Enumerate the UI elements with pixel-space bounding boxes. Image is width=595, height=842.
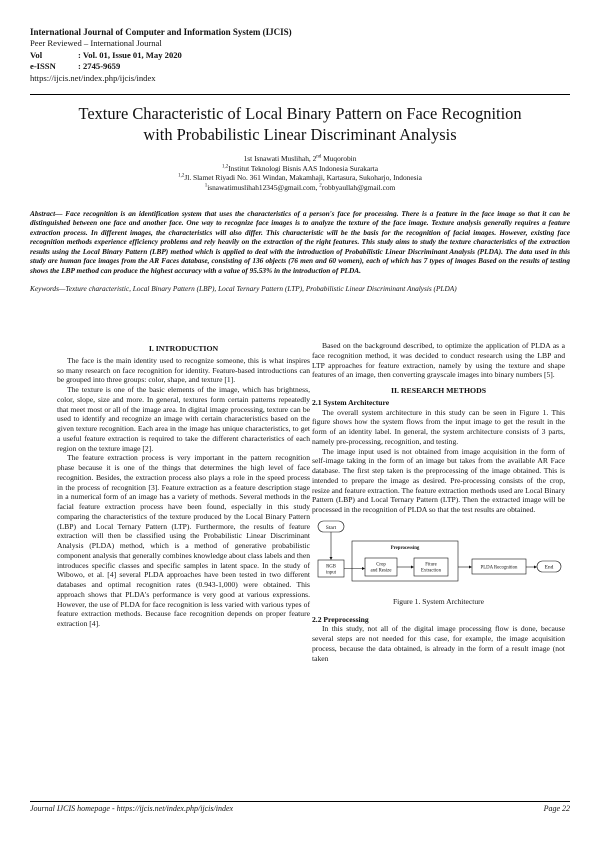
journal-header — [30, 27, 570, 84]
crop-label-2: and Resize — [370, 568, 392, 574]
footer-rule — [30, 801, 570, 802]
affiliation-1 — [30, 164, 570, 174]
feature-label-1: Fiture — [425, 562, 437, 568]
section-1-heading: I. INTRODUCTION — [148, 344, 219, 353]
arrow-plda-end-head — [534, 565, 537, 568]
email-1-sup: 1 — [204, 183, 208, 189]
affiliation-1-text: Institut Teknologi Bisnis AAS Indonesia Surakarta — [228, 163, 379, 173]
subsection-2-2-heading: 2.2 Preprocessing — [312, 614, 369, 624]
issn-line — [30, 61, 570, 72]
start-arrow-head — [330, 557, 333, 560]
subsection-2-1-heading: 2.1 System Architecture — [312, 397, 390, 407]
affiliation-1-sup: 1,2 — [221, 164, 229, 170]
affiliation-2-sup: 1,2 — [178, 173, 185, 179]
volume-line — [30, 50, 570, 61]
end-label: End — [544, 564, 554, 571]
diagram-svg — [312, 519, 565, 597]
affiliation-2-text: Jl. Slamet Riyadi No. 361 Windan, Makamhaji, Kartasura, Sukoharjo, Indonesia — [184, 173, 422, 183]
issn-value: : 2745-9659 — [78, 61, 121, 72]
rgb-label-1: RGB — [326, 564, 336, 570]
intro-paragraph-3: The feature extraction process is very important in the pattern recognition phase because it is one of the things that determines the high level of face recognition. Besides, the extraction process also plays a role in the speed process in the process of recognition [3]. Feature extraction as a feature description stage in a numerical form of an image has a variety of methods. Several methods in the facial feature extraction process have been found, especially in this study comparing the characteristics of the texture produced by the Local Binary Pattern (LBP) and Local Ternary Pattern (LTP). Furthermore, the results of feature extraction will then be classified using the Probabilistic Linear Discriminant Analysis (PLDA) method, which is a method of generative probabilistic component analysis that generally combines knowledge about class labels and then introduces specific classes and specific samples in latent space. In the study of Wibowo, et al. [4] several PLDA approaches have been tested in two different databases and optimal recognition rates (0.943-1,000) were obtained. This approach shows that PLDA's performance is very good at various expressions. However, the use of PLDA for face recognition is less varied with various types of feature extraction methods. Because face recognition depends on proper feature extraction [4]. — [57, 453, 310, 628]
page-footer — [30, 804, 570, 813]
title-line-1: Texture Characteristic of Local Binary Pattern on Face Recognition — [78, 104, 522, 123]
author-block — [30, 154, 570, 192]
rgb-label-2: input — [326, 570, 336, 576]
section-2-heading: II. RESEARCH METHODS — [390, 386, 487, 395]
author1-name: Isnawati Muslihah, 2 — [252, 154, 317, 163]
start-label: Start — [325, 524, 337, 531]
preprocessing-paragraph: In this study, not all of the digital image processing flow is done, because several steps are not needed for this case, for example, the image acquisition process, because the data obtained, is already in the form of a result image (not taken — [312, 624, 565, 663]
system-architecture-diagram — [312, 519, 565, 597]
footer-homepage[interactable]: Journal IJCIS homepage - https://ijcis.net/index.php/ijcis/index — [30, 804, 234, 813]
right-column — [312, 341, 565, 663]
journal-name: International Journal of Computer and Information System (IJCIS) — [30, 27, 292, 37]
author1-ordinal: 1st — [243, 154, 253, 163]
volume-label: Vol — [30, 49, 43, 60]
affiliation-2 — [30, 173, 570, 183]
methods-paragraph-1: The overall system architecture in this study can be seen in Figure 1. This figure shows how the system flows from the input image to get the result in the form of an identity label. In general, the system architecture consists of 3 parts, namely pre-processing, recognition, and testing. — [312, 407, 565, 446]
email-2[interactable]: robbyaullah@gmail.com — [321, 182, 396, 192]
author-emails — [30, 183, 570, 193]
author-names — [30, 154, 570, 164]
abstract: Abstract— Face recognition is an identification system that uses the characteristics of a person's face for processing. There is a feature in the face image so that it can be distinguished between one face and another face. One way to recognize face images is to analyze the texture of the face image. Texture analysis generally requires a feature extraction process. In different images, the characteristics will also differ. This characteristic will be the basis for the recognition of facial images. However, existing face recognition methods experience efficiency problems and rely heavily on the extraction of the right features. This study aims to study the texture characteristics of the extraction results using the Local Binary Pattern (LBP) method which is applied to deal with the introduction of Probabilistic Linear Discriminant Analysis (PLDA). The data used in this study are human face images from the AR Faces database, consisting of 136 objects (76 men and 60 women), each of which has 7 types of images Based on the results of testing shows the LBP method can produce the highest accuracy with a value of 95.53% in the introduction of PLDA. — [30, 209, 570, 275]
title-line-2: with Probabilistic Linear Discriminant Analysis — [143, 125, 457, 144]
volume-value: : Vol. 01, Issue 01, May 2020 — [78, 49, 182, 60]
paper-title — [30, 103, 570, 145]
feature-label-2: Extraction — [421, 568, 441, 574]
email-2-sup: 2 — [319, 183, 322, 189]
figure-1-caption: Figure 1. System Architecture — [392, 596, 485, 606]
preprocessing-label: Preprocessing — [390, 545, 420, 551]
arrow-rgb-crop-head — [362, 567, 365, 570]
left-column — [57, 341, 310, 629]
header-rule — [30, 94, 570, 95]
methods-paragraph-2: The image input used is not obtained from image acquisition in the form of self-image taking in the form of an image but takes from the available AR Face database. The first step taken is the preprocessing of the image obtained. This is intended to prepare the image as desired. Pre-processing consists of the crop, resize and feature extraction. The feature extraction methods used are Local Binary Pattern (LBP) and Local Ternary Pattern (LTP). Then the extracted image will be processed in the recognition of PLDA so that the test results are obtained. — [312, 446, 565, 514]
author2-ordinal-suffix: nd — [316, 154, 322, 160]
keywords: Keywords—Texture characteristic, Local Binary Pattern (LBP), Local Ternary Pattern (LTP), Probabilistic Linear Discriminant Analysis (PLDA) — [30, 284, 457, 293]
intro-paragraph-2: The texture is one of the basic elements of the image, which has brightness, color, slope, size and more. In general, textures form certain patterns repeatedly that meet most or all of the image area. In digital image processing, texture can be used to identify and recognize an image with certain characteristics based on the given texture recognition. Each area in the image has unique characteristics, to get a useful feature extraction is required to take the different characteristics of each region on the texture image [2]. — [57, 385, 310, 453]
journal-url[interactable]: https://ijcis.net/index.php/ijcis/index — [30, 72, 156, 83]
arrow-feature-plda-head — [469, 565, 472, 568]
plda-label: PLDA Recognition — [480, 565, 518, 571]
email-1[interactable]: isnawatimuslihah12345@gmail.com, — [207, 182, 320, 192]
intro-paragraph-4: Based on the background described, to optimize the application of PLDA as a face recognition method, it was decided to conduct research using the LBP and LTP approaches for feature extraction, namely by using the texture and shape features of an image, then converting grayscale images into binary numbers [5]. — [312, 341, 565, 380]
arrow-crop-feature-head — [411, 565, 414, 568]
crop-label-1: Crop — [376, 562, 386, 568]
page-number: Page 22 — [543, 804, 570, 813]
intro-paragraph-1: The face is the main identity used to recognize someone, this is what inspires so many research on face recognition for identity. Feature-based introductions can be grouped into three groups: color, shape, and texture [1]. — [57, 355, 310, 385]
author2-name: Muqorobin — [321, 154, 357, 163]
issn-label: e-ISSN — [30, 61, 56, 72]
peer-review-line: Peer Reviewed – International Journal — [30, 38, 162, 49]
